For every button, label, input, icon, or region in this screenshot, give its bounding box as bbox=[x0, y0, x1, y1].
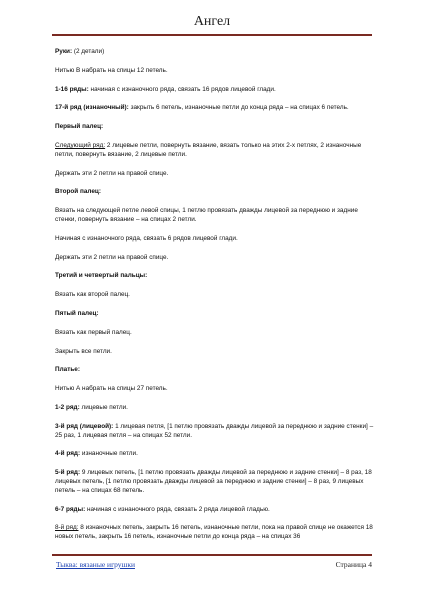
document-body bbox=[55, 48, 376, 552]
section-heading: Пятый палец: bbox=[55, 309, 99, 317]
paragraph-text: изнаночные петли. bbox=[80, 450, 138, 458]
paragraph-text: 2 лицевые петли, повернуть вязание, вязать только на этих 2-х петлях, 2 изнаночные петли, повернуть вязание, 2 лицевые петли. bbox=[55, 141, 362, 158]
paragraph bbox=[55, 506, 376, 515]
paragraph-text: (2 детали) bbox=[72, 48, 105, 55]
paragraph bbox=[55, 104, 376, 113]
section-heading: Третий и четвертый пальцы: bbox=[55, 272, 148, 280]
paragraph bbox=[55, 123, 376, 132]
row-label: 1-16 ряды: bbox=[55, 85, 89, 93]
section-heading: Платье: bbox=[55, 366, 80, 374]
paragraph: Держать эти 2 петли на правой спице. bbox=[55, 253, 169, 261]
header-divider bbox=[52, 34, 372, 36]
paragraph-text: 9 лицевых петель, [1 петлю провязать дважды лицевой за переднюю и задние стенки] – 8 раз, 18 лицевых петель, [1 петлю провязать дважды лицевой за переднюю и задние стенки] – 8 раз, 9 лицевых петель – на спицах 68 петель. bbox=[55, 469, 372, 494]
paragraph bbox=[55, 48, 376, 57]
page-number: Страница 4 bbox=[335, 560, 372, 569]
paragraph-text: 1 лицевая петля, [1 петлю провязать дважды лицевой за переднюю и задние стенки] – 25 раз, 1 лицевая петля – на спицах 52 петли. bbox=[55, 422, 374, 439]
row-label: 17-й ряд (изнаночный): bbox=[55, 104, 129, 112]
row-label: 6-7 ряды: bbox=[55, 505, 86, 513]
paragraph bbox=[55, 469, 376, 495]
paragraph-text: закрыть 6 петель, изнаночные петли до конца ряда – на спицах 6 петель. bbox=[128, 104, 349, 112]
section-heading: Первый палец: bbox=[55, 123, 104, 131]
row-label: 5-й ряд: bbox=[55, 469, 81, 477]
paragraph-text: начиная с изнаночного ряда, связать 2 ряда лицевой гладью. bbox=[85, 505, 270, 513]
paragraph: Вязать как второй палец. bbox=[55, 291, 130, 299]
paragraph bbox=[55, 310, 376, 319]
paragraph bbox=[55, 86, 376, 95]
paragraph-text: 8 изнаночных петель, закрыть 16 петель, изнаночные петли, пока на правой спице не окажется 18 новых петель, закрыть 16 петель, изнаночные петли до конца ряда – на спицах 36 bbox=[55, 524, 373, 541]
row-label: 8-й ряд: bbox=[55, 524, 79, 532]
paragraph-text: лицевые петли. bbox=[79, 403, 128, 411]
paragraph: Закрыть все петли. bbox=[55, 347, 112, 355]
paragraph: Вязать на следующей петле левой спицы, 1 петлю провязать дважды лицевой за переднюю и задние стенки, повернуть вязание – на спицах 2 петли. bbox=[55, 207, 358, 223]
paragraph-text: начиная с изнаночного ряда, связать 16 рядов лицевой глади. bbox=[88, 85, 276, 93]
paragraph bbox=[55, 524, 376, 542]
footer-divider bbox=[52, 554, 372, 556]
paragraph bbox=[55, 188, 376, 197]
section-heading: Руки: bbox=[55, 48, 73, 55]
paragraph bbox=[55, 142, 376, 160]
paragraph bbox=[55, 450, 376, 459]
row-label: 4-й ряд: bbox=[55, 450, 81, 458]
footer-source-link[interactable]: Тыква: вязаные игрушки bbox=[56, 560, 135, 569]
section-heading: Второй палец: bbox=[55, 188, 101, 196]
paragraph: Держать эти 2 петли на правой спице. bbox=[55, 169, 169, 177]
row-label: 1-2 ряд: bbox=[55, 403, 80, 411]
paragraph bbox=[55, 366, 376, 375]
row-label: 3-й ряд (лицевой): bbox=[55, 422, 114, 430]
paragraph: Начиная с изнаночного ряда, связать 6 рядов лицевой глади. bbox=[55, 234, 238, 242]
paragraph bbox=[55, 423, 376, 441]
paragraph: Вязать как первый палец. bbox=[55, 328, 132, 336]
paragraph: Нитью А набрать на спицы 27 петель. bbox=[55, 385, 168, 393]
paragraph bbox=[55, 404, 376, 413]
paragraph bbox=[55, 272, 376, 281]
paragraph: Нитью В набрать на спицы 12 петель. bbox=[55, 66, 168, 74]
row-label: Следующий ряд: bbox=[55, 141, 106, 149]
page-header-title: Ангел bbox=[193, 14, 231, 29]
